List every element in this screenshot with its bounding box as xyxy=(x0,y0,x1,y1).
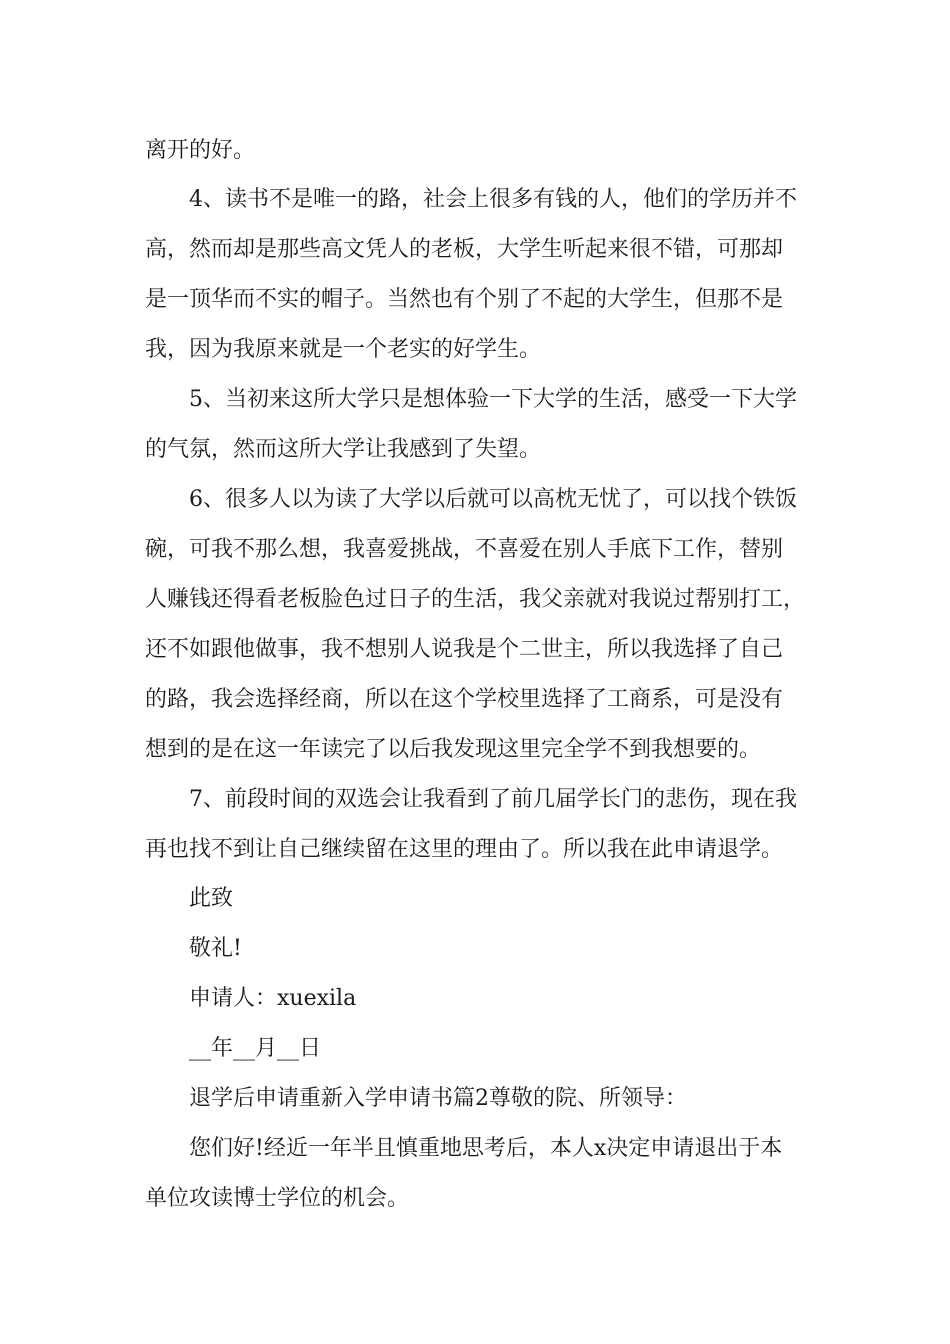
text-line: 7、前段时间的双选会让我看到了前几届学长门的悲伤，现在我 xyxy=(189,787,797,812)
text-line: __年__月__日 xyxy=(189,1036,322,1061)
text-line: 的气氛，然而这所大学让我感到了失望。 xyxy=(145,437,542,462)
text-line: 还不如跟他做事，我不想别人说我是个二世主，所以我选择了自己 xyxy=(145,637,784,662)
text-line: 4、读书不是唯一的路，社会上很多有钱的人，他们的学历并不 xyxy=(189,187,797,212)
text-line: 是一顶华而不实的帽子。当然也有个别了不起的大学生，但那不是 xyxy=(145,287,784,312)
text-line: 单位攻读博士学位的机会。 xyxy=(145,1186,410,1211)
text-line: 退学后申请重新入学申请书篇2尊敬的院、所领导： xyxy=(189,1086,687,1111)
text-line: 我，因为我原来就是一个老实的好学生。 xyxy=(145,337,542,362)
text-line: 人赚钱还得看老板脸色过日子的生活，我父亲就对我说过帮别打工， xyxy=(145,587,806,612)
text-line: 的路，我会选择经商，所以在这个学校里选择了工商系，可是没有 xyxy=(145,687,784,712)
text-line: 再也找不到让自己继续留在这里的理由了。所以我在此申请退学。 xyxy=(145,837,784,862)
text-line: 5、当初来这所大学只是想体验一下大学的生活，感受一下大学 xyxy=(189,387,797,412)
text-line: 6、很多人以为读了大学以后就可以高枕无忧了，可以找个铁饭 xyxy=(189,487,797,512)
text-line: 申请人：xuexila xyxy=(189,986,357,1011)
text-line: 想到的是在这一年读完了以后我发现这里完全学不到我想要的。 xyxy=(145,737,762,762)
text-line: 离开的好。 xyxy=(145,138,256,163)
text-line: 您们好!经近一年半且慎重地思考后，本人x决定申请退出于本 xyxy=(189,1136,783,1161)
text-line: 此致 xyxy=(189,886,234,911)
text-line: 碗，可我不那么想，我喜爱挑战，不喜爱在别人手底下工作，替别 xyxy=(145,537,784,562)
text-line: 高，然而却是那些高文凭人的老板，大学生听起来很不错，可那却 xyxy=(145,237,784,262)
text-line: 敬礼! xyxy=(189,936,242,961)
